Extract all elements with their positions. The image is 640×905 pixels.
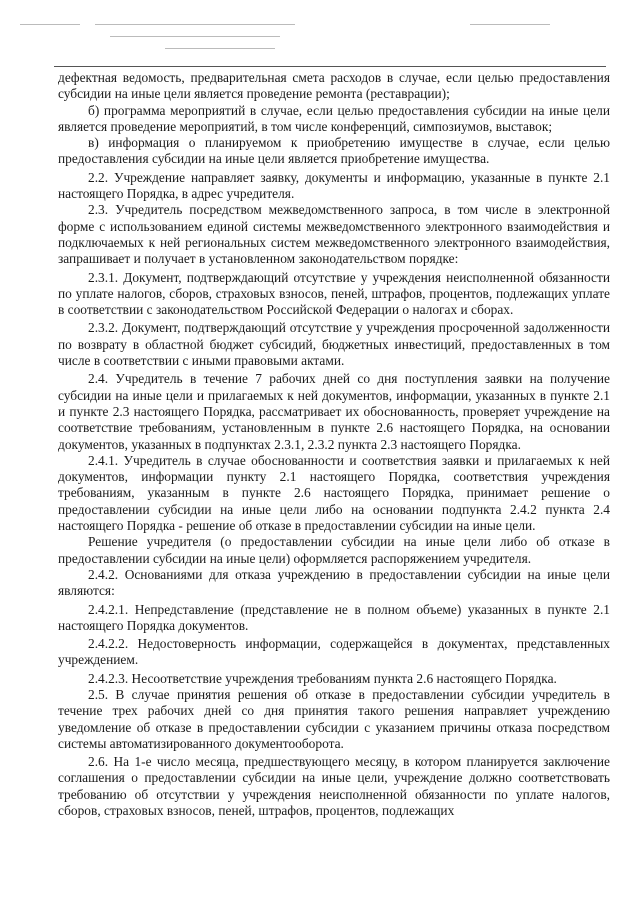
paragraph: 2.3.2. Документ, подтверждающий отсутствие у учреждения просроченной задолженности по возврату в областной бюджет субсидий, бюджетных инвестиций, предоставленных в том числе в соответствии с иными правовыми актами. — [58, 320, 610, 369]
paragraph: б) программа мероприятий в случае, если целью предоставления субсидии на иные цели является проведение мероприятий, в том числе конференций, симпозиумов, выставок; — [58, 102, 610, 134]
paragraph: 2.3. Учредитель посредством межведомственного запроса, в том числе в электронной форме с использованием единой системы межведомственного электронного взаимодействия и подключаемых к ней региональных систем межведомственного электронного взаимодействия, запрашивает и получает в установленном законодательством порядке: — [58, 202, 610, 267]
paragraph: дефектная ведомость, предварительная смета расходов в случае, если целью предоставления субсидии на иные цели является проведение ремонта (реставрации); — [58, 70, 610, 102]
paragraph: Решение учредителя (о предоставлении субсидии на иные цели либо об отказе в предоставлении субсидии на иные цели) оформляется распоряжением учредителя. — [58, 534, 610, 566]
paragraph: 2.6. На 1-е число месяца, предшествующего месяцу, в котором планируется заключение соглашения о предоставлении субсидии на иные цели, учреждение должно соответствовать требованию об отсутствии у учреждения неисполненной обязанности по уплате налогов, сборов, страховых взносов, пеней, штрафов, процентов, подлежащих — [58, 754, 610, 819]
header-rule — [54, 66, 606, 67]
paragraph: 2.4.2.1. Непредставление (представление не в полном объеме) указанных в пункте 2.1 настоящего Порядка документов. — [58, 601, 610, 633]
scan-artifact — [20, 24, 80, 25]
scan-artifact — [95, 24, 295, 25]
paragraph: 2.4.2.3. Несоответствие учреждения требованиям пункта 2.6 настоящего Порядка. — [88, 670, 557, 686]
paragraph: 2.4.2.2. Недостоверность информации, содержащейся в документах, представленных учреждением. — [58, 636, 610, 668]
scan-artifact — [110, 36, 280, 37]
paragraph: 2.4. Учредитель в течение 7 рабочих дней со дня поступления заявки на получение субсидии на иные цели и прилагаемых к ней документов, информации, указанных в пункте 2.1 и пункте 2.3 настоящего Порядка, рассматривает их обоснованность, проверяет учреждение на соответствие требованиям, установленным в пункте 2.6 настоящего Порядка, на основании документов, указанных в подпунктах 2.3.1, 2.3.2 пункта 2.3 настоящего Порядка. — [58, 371, 610, 452]
paragraph: 2.3.1. Документ, подтверждающий отсутствие у учреждения неисполненной обязанности по уплате налогов, сборов, страховых взносов, пеней, штрафов, процентов, подлежащих уплате в соответствии с законодательством Российской Федерации о налогах и сборах. — [58, 269, 610, 318]
paragraph: 2.4.2. Основаниями для отказа учреждению в предоставлении субсидии на иные цели являются: — [58, 566, 610, 599]
paragraph: 2.2. Учреждение направляет заявку, документы и информацию, указанные в пункте 2.1 настоящего Порядка, в адрес учредителя. — [58, 169, 610, 202]
paragraph: в) информация о планируемом к приобретению имуществе в случае, если целью предоставления субсидии на иные цели является приобретение имущества. — [58, 135, 610, 167]
scan-artifact — [165, 48, 275, 49]
paragraph: 2.4.1. Учредитель в случае обоснованности и соответствия заявки и прилагаемых к ней документов, информации пункту 2.1 настоящего Порядка, соответствия учреждения требованиям, указанным в пункте 2.6 настоящего Порядка, принимает решение о предоставлении субсидии на иные цели либо на основании подпункта 2.4.2 пункта 2.4 настоящего Порядка - решение об отказе в предоставлении субсидии на иные цели. — [58, 452, 610, 534]
paragraph: 2.5. В случае принятия решения об отказе в предоставлении субсидии учредитель в течение трех рабочих дней со дня принятия такого решения направляет учреждению уведомление об отказе в предоставлении субсидии с указанием причины отказа посредством системы автоматизированного документооборота. — [58, 686, 610, 751]
scan-artifact — [470, 24, 550, 25]
document-body — [58, 70, 610, 819]
